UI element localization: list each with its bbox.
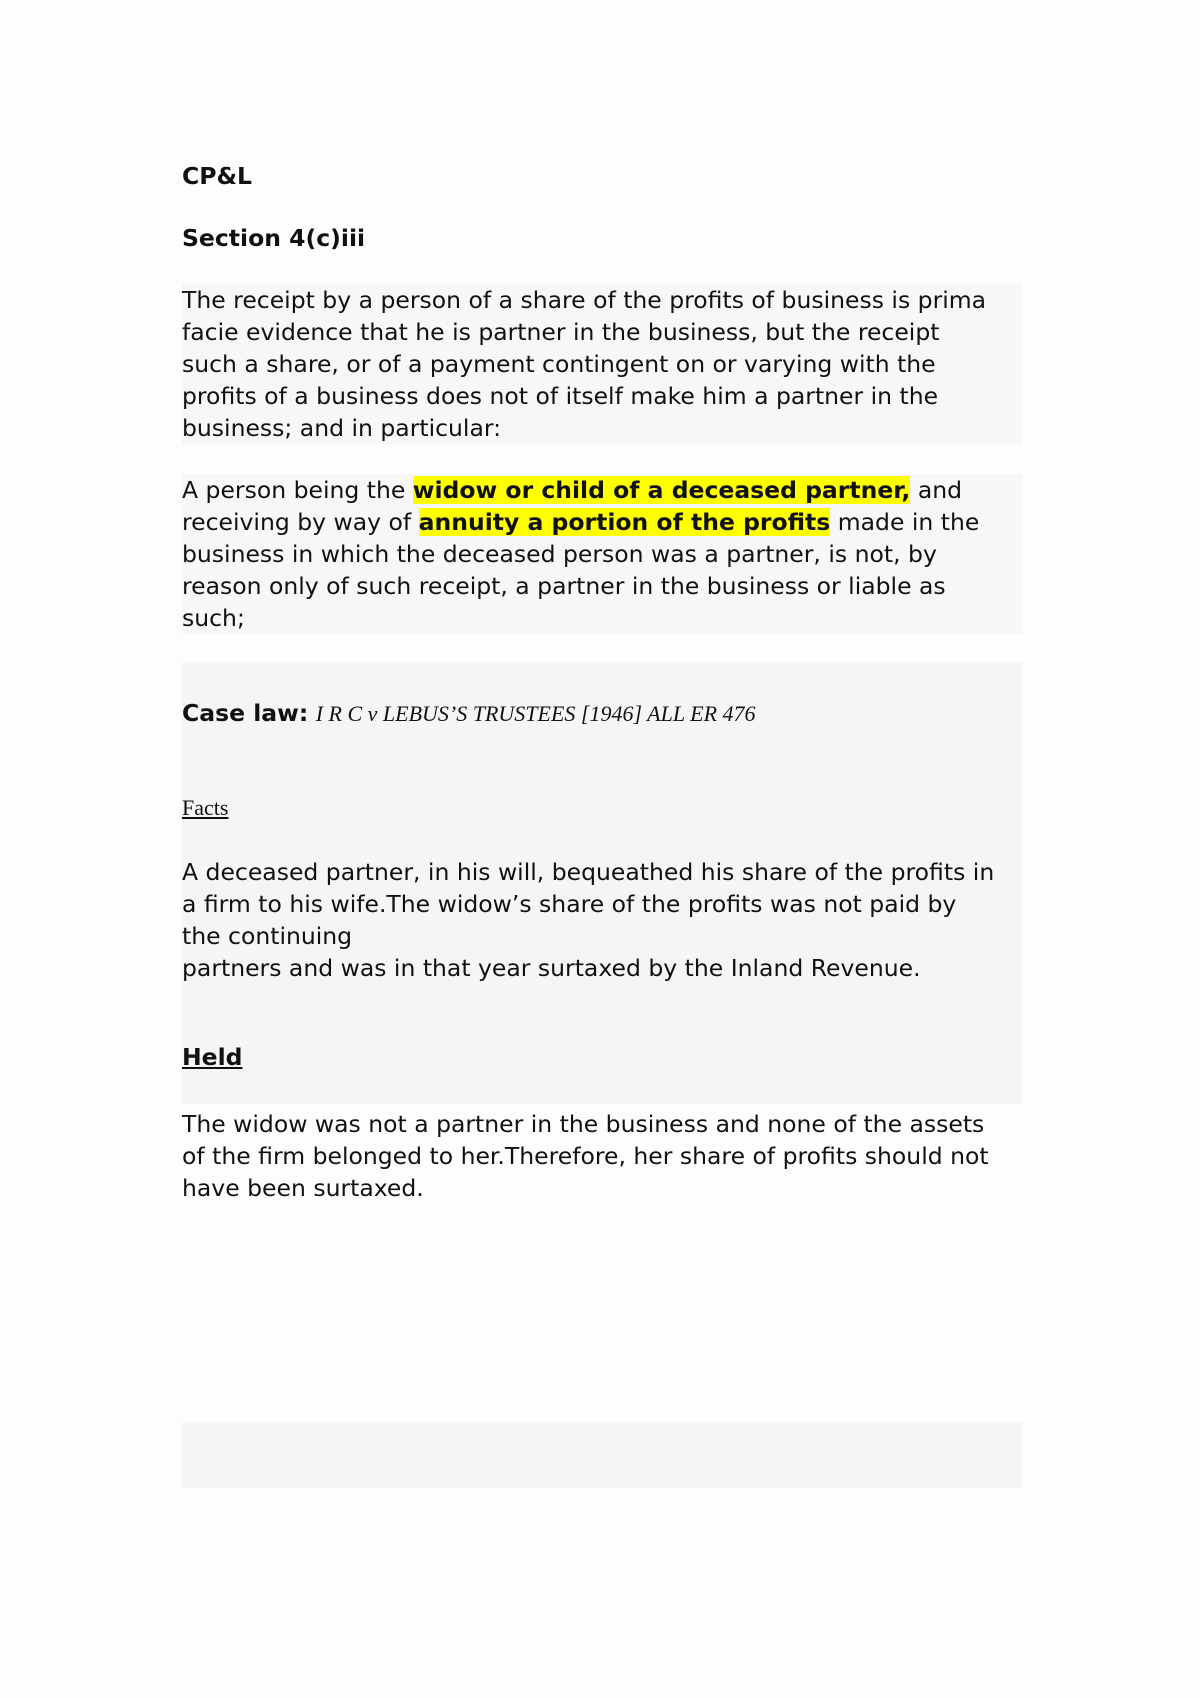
rule-text: A person being the xyxy=(182,476,413,504)
held-line: of the firm belonged to her.Therefore, her share of profits should not xyxy=(182,1142,989,1170)
rule-line-3: business in which the deceased person was a partner, is not, by xyxy=(182,540,937,568)
rule-text: and xyxy=(910,476,963,504)
case-citation: I R C v LEBUS’S TRUSTEES [1946] ALL ER 476 xyxy=(315,701,756,726)
rule-text: made in the xyxy=(830,508,980,536)
document-body xyxy=(182,160,1022,634)
highlighted-text: annuity a portion of the profits xyxy=(418,508,831,536)
intro-paragraph xyxy=(182,284,1022,444)
facts-line: the continuing xyxy=(182,922,353,950)
held-heading: Held xyxy=(182,1043,243,1071)
section-heading: Section 4(c)iii xyxy=(182,224,366,252)
facts-heading: Facts xyxy=(182,795,229,820)
held-line: have been surtaxed. xyxy=(182,1174,424,1202)
rule-paragraph xyxy=(182,474,1022,634)
facts-line: A deceased partner, in his will, bequeathed his share of the profits in xyxy=(182,858,995,886)
rule-text: receiving by way of xyxy=(182,508,419,536)
highlighted-text: widow or child of a deceased partner, xyxy=(412,476,911,504)
held-paragraph xyxy=(182,1108,1042,1204)
rule-line-4: reason only of such receipt, a partner in the business or liable as xyxy=(182,572,946,600)
case-law-line xyxy=(182,697,1022,730)
document-title: CP&L xyxy=(182,162,252,190)
bottom-shaded-block xyxy=(182,1422,1022,1488)
facts-line: a firm to his wife.The widow’s share of the profits was not paid by xyxy=(182,890,957,918)
intro-line: such a share, or of a payment contingent on or varying with the xyxy=(182,350,936,378)
intro-line: profits of a business does not of itself make him a partner in the xyxy=(182,382,939,410)
rule-line-1 xyxy=(182,474,1022,506)
held-line: The widow was not a partner in the business and none of the assets xyxy=(182,1110,985,1138)
case-law-label: Case law: xyxy=(182,699,309,727)
facts-paragraph xyxy=(182,856,1042,984)
intro-line: business; and in particular: xyxy=(182,414,502,442)
facts-line: partners and was in that year surtaxed by the Inland Revenue. xyxy=(182,954,921,982)
rule-line-2 xyxy=(182,506,1022,538)
intro-line: facie evidence that he is partner in the business, but the receipt xyxy=(182,318,940,346)
rule-line-5: such; xyxy=(182,604,245,632)
intro-line: The receipt by a person of a share of the profits of business is prima xyxy=(182,286,987,314)
